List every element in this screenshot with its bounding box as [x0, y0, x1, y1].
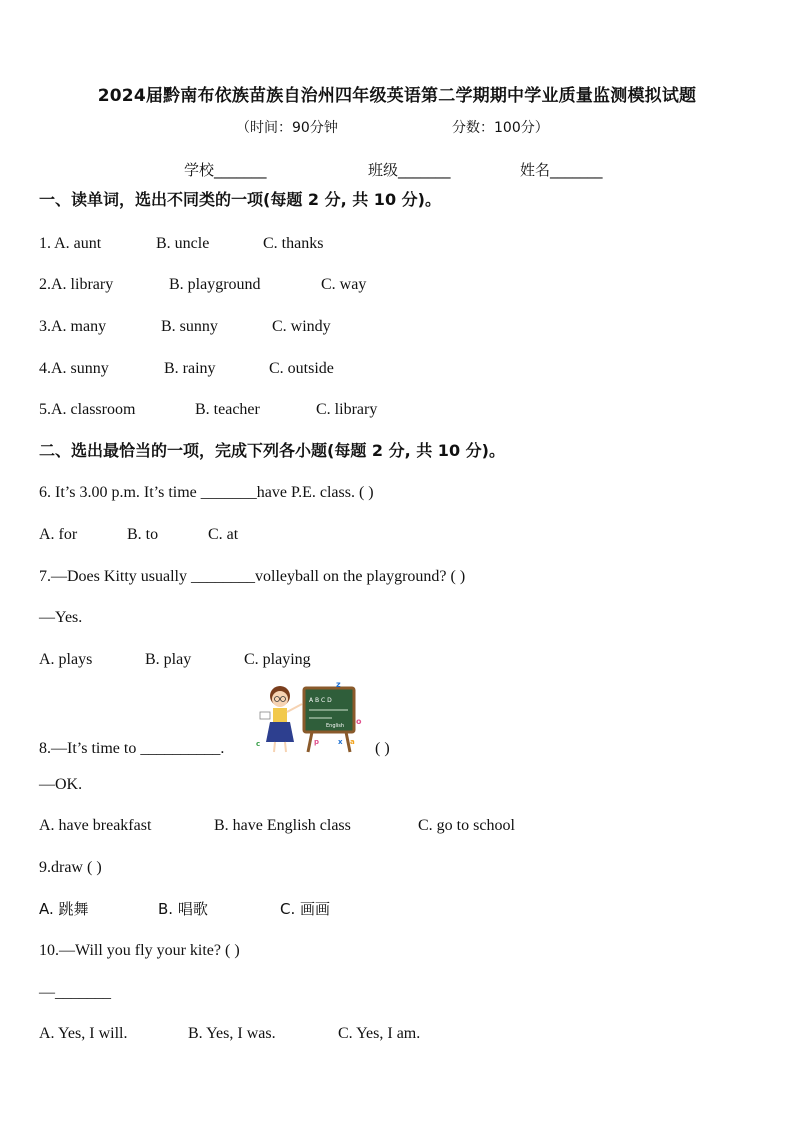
q3-option-c: C. windy: [272, 318, 331, 335]
q10-option-c: C. Yes, I am.: [338, 1025, 421, 1042]
q1-option-c: C. thanks: [263, 235, 324, 252]
q5-option-a: 5.A. classroom: [39, 401, 136, 418]
q8-stem: 8.—It’s time to __________.: [39, 740, 225, 757]
q3-option-b: B. sunny: [161, 318, 218, 335]
q2-option-a: 2.A. library: [39, 276, 114, 293]
exam-time: （时间：90分钟: [236, 120, 338, 136]
svg-text:p: p: [314, 738, 320, 746]
q7-option-b: B. play: [145, 651, 192, 668]
q7-stem: 7.—Does Kitty usually ________volleyball on the playground? ( ): [39, 568, 466, 585]
q9-option-a: A. 跳舞: [39, 900, 89, 918]
svg-text:z: z: [336, 680, 341, 689]
page-title: 2024届黔南布依族苗族自治州四年级英语第二学期期中学业质量监测模拟试题: [97, 86, 697, 106]
q9-stem: 9.draw ( ): [39, 859, 102, 876]
q6-option-a: A. for: [39, 526, 78, 543]
exam-score: 分数：100分）: [452, 120, 549, 136]
q5-option-c: C. library: [316, 401, 378, 418]
board-word: English: [326, 723, 345, 729]
svg-text:o: o: [356, 717, 362, 726]
svg-text:x: x: [338, 738, 343, 746]
q10-stem: 10.—Will you fly your kite? ( ): [39, 942, 240, 959]
q5-option-b: B. teacher: [195, 401, 260, 418]
q8-option-b: B. have English class: [214, 817, 351, 834]
q10-option-a: A. Yes, I will.: [39, 1025, 128, 1042]
q7-option-c: C. playing: [244, 651, 311, 668]
school-field: 学校_______: [184, 161, 267, 179]
q8-option-a: A. have breakfast: [39, 817, 152, 834]
q7-option-a: A. plays: [39, 651, 93, 668]
q1-option-b: B. uncle: [156, 235, 210, 252]
board-letters: A B C D: [309, 697, 332, 704]
svg-text:a: a: [350, 738, 355, 746]
teacher-blackboard-illustration: [252, 680, 370, 756]
q2-option-b: B. playground: [169, 276, 261, 293]
q3-option-a: 3.A. many: [39, 318, 107, 335]
class-field: 班级_______: [368, 161, 451, 179]
q9-option-c: C. 画画: [280, 900, 331, 918]
q7-reply: —Yes.: [39, 609, 83, 626]
q4-option-a: 4.A. sunny: [39, 360, 109, 377]
q1-option-a: 1. A. aunt: [39, 235, 102, 252]
book-icon: [260, 712, 270, 719]
q9-option-b: B. 唱歌: [158, 900, 208, 918]
q8-reply: —OK.: [39, 776, 83, 793]
teacher-shirt: [273, 708, 287, 722]
q6-option-c: C. at: [208, 526, 239, 543]
name-field: 姓名_______: [520, 161, 603, 179]
q6-option-b: B. to: [127, 526, 159, 543]
q2-option-c: C. way: [321, 276, 367, 293]
section1-heading: 一、读单词，选出不同类的一项(每题 2 分, 共 10 分)。: [39, 190, 441, 209]
q4-option-c: C. outside: [269, 360, 334, 377]
q8-option-c: C. go to school: [418, 817, 515, 834]
q4-option-b: B. rainy: [164, 360, 216, 377]
q10-reply: —_______: [39, 984, 111, 1001]
svg-text:c: c: [256, 740, 261, 748]
q8-answer-paren: ( ): [375, 740, 390, 757]
teacher-skirt: [266, 722, 294, 742]
section2-heading: 二、选出最恰当的一项，完成下列各小题(每题 2 分, 共 10 分)。: [39, 441, 505, 460]
q6-stem: 6. It’s 3.00 p.m. It’s time _______have P.E. class. ( ): [39, 484, 374, 501]
q10-option-b: B. Yes, I was.: [188, 1025, 276, 1042]
